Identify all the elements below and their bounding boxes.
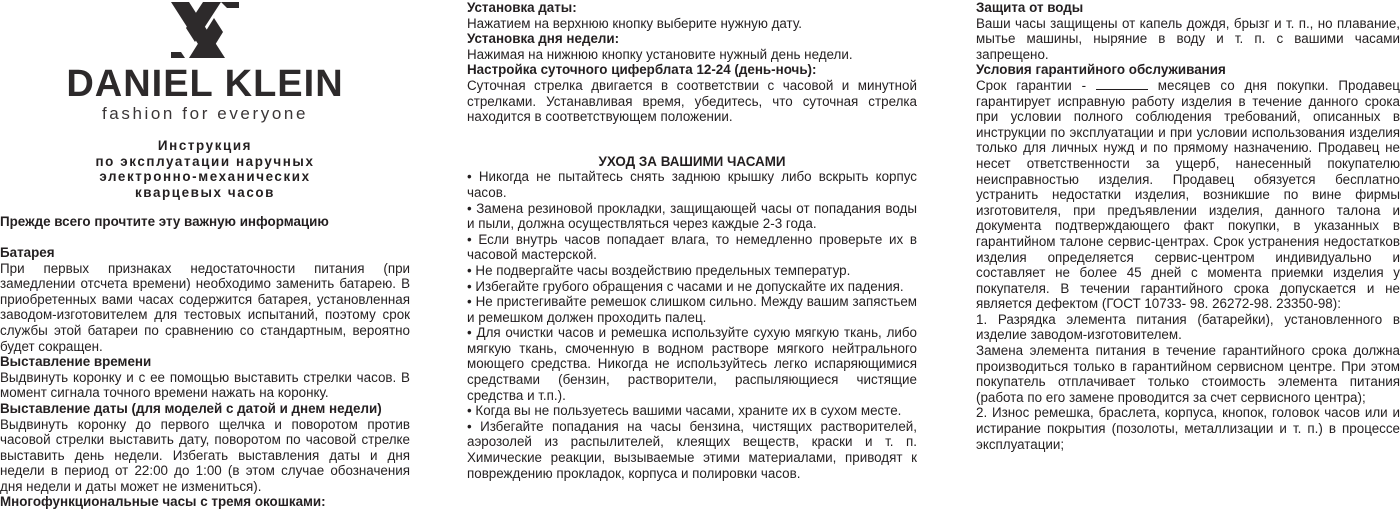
care-bullet: • Избегайте попадания на часы бензина, чистящих растворителей, аэрозолей из распылителей, клеящих веществ, краски и т. п. Химические реакции, вызываемые этими материалами, приводят к повреждению прокладок, корпуса и полировки часов. bbox=[467, 418, 917, 481]
manual-title-line: кварцевых часов bbox=[135, 184, 275, 200]
care-bullet: • Если внутрь часов попадает влага, то немедленно проверьте их в часовой мастерской. bbox=[467, 231, 917, 263]
column-middle bbox=[467, 0, 917, 481]
warranty-item-1: 1. Разрядка элемента питания (батарейки), установленного в изделие заводом-изготовителем. bbox=[976, 311, 1400, 343]
care-bullet: • Никогда не пытайтесь снять заднюю крышку либо вскрыть корпус часов. bbox=[467, 169, 917, 200]
date-heading: Выставление даты (для моделей с датой и днем недели) bbox=[0, 400, 382, 416]
warranty-term-blank bbox=[1096, 79, 1148, 90]
dial24-text: Суточная стрелка двигается в соответствии с часовой и минутной стрелками. Устанавливая время, убедитесь, что суточная стрелка находится в соответствующем положении. bbox=[467, 77, 917, 125]
setdate-heading: Установка даты: bbox=[467, 0, 577, 15]
column-right bbox=[976, 0, 1400, 452]
intro-heading: Прежде всего прочтите эту важную информацию bbox=[0, 214, 329, 230]
care-bullet: • Избегайте грубого обращения с часами и не допускайте их падения. bbox=[467, 278, 904, 294]
care-bullet: • Когда вы не пользуетесь вашими часами, храните их в сухом месте. bbox=[467, 403, 902, 419]
time-heading: Выставление времени bbox=[0, 354, 152, 370]
manual-title-line: Инструкция bbox=[157, 138, 253, 153]
care-bullet: • Для очистки часов и ремешка используйте сухую мягкую ткань, либо мягкую ткань, смоченную в водном растворе мягкого нейтрального моющего средства. Никогда не используйтесь легко испаряющимися средствами (бензин, растворители, распыляющиеся чистящие средства и т.п.). bbox=[467, 325, 917, 403]
care-bullet: • Замена резиновой прокладки, защищающей часы от попадания воды и пыли, должна осуществляться через каждые 2-3 года. bbox=[467, 200, 917, 232]
daniel-klein-monogram-icon bbox=[169, 0, 241, 60]
manual-title-line: по эксплуатации наручных bbox=[95, 153, 315, 169]
warranty-item-2: 2. Износ ремешка, браслета, корпуса, кнопок, головок часов или и истирание покрытия (позолоты, металлизации и т. п.) в процессе эксплуатации; bbox=[976, 405, 1400, 452]
warranty-body: месяцев со дня покупки. Продавец гарантирует исправную работу изделия в течение данного срока при условии полного соблюдения требований, описанных в инструкции по эксплуатации и при условии использования изделия только для личных нужд и по прямому назначению. Продавец не несет ответственности за ущерб, нанесенный покупателю неисправностью изделия. Продавец обязуется бесплатно устранить недостатки изделия, возникшие по вине фирмы изготовителя, при предъявлении изделия, данного талона и документа подтверждающего факт покупки, в указанных в гарантийном талоне сервис-центрах. Срок устранения недостатков изделия определяется сервис-центром индивидуально и составляет не более 45 дней с момента приемки изделия у покупателя. В течении гарантийного срока допускается и не является дефектом (ГОСТ 10733- 98. 26272-98. 23350-98): bbox=[976, 77, 1400, 312]
setday-text: Нажимая на нижнюю кнопку установите нужный день недели. bbox=[467, 46, 853, 62]
multi-heading: Многофункциональные часы с тремя окошками: bbox=[0, 494, 326, 510]
battery-text: При первых признаках недостаточности питания (при замедлении отсчета времени) необходимо заменить батарею. В приобретенных вами часах содержится батарея, установленная заводом-изготовителем для тестовых испытаний, поэтому срок службы этой батареи по сравнению со стандартным, вероятно будет сокращен. bbox=[0, 260, 410, 354]
care-heading: УХОД ЗА ВАШИМИ ЧАСАМИ bbox=[598, 153, 786, 169]
warranty-item-1-note: Замена элемента питания в течение гарантийного срока должна производиться только в гарантийном сервисном центре. При этом покупатель отплачивает только стоимость элемента питания (работа по его замене проводится за счет сервисного центра); bbox=[976, 343, 1400, 405]
brand-logo bbox=[0, 0, 410, 124]
water-heading: Защита от воды bbox=[976, 0, 1084, 15]
warranty-heading: Условия гарантийного обслуживания bbox=[976, 62, 1226, 78]
date-text: Выдвинуть коронку до первого щелчка и поворотом против часовой стрелки выставить дату, поворотом по часовой стрелке выставить день недели. Избегать выставления даты и дня недели в период от 22:00 до 1:00 (в этом случае обозначения дня недели и даты может не измениться). bbox=[0, 416, 410, 494]
care-bullet: • Не пристегивайте ремешок слишком сильно. Между вашим запястьем и ремешком должен проходить палец. bbox=[467, 294, 917, 325]
warranty-prefix: Срок гарантии - bbox=[976, 77, 1087, 93]
warranty-text bbox=[976, 78, 1400, 312]
water-text: Ваши часы защищены от капель дождя, брызг и т. п., но плавание, мытье машины, ныряние в воду и т. п. с вашими часами запрещено. bbox=[976, 15, 1400, 62]
manual-title-line: электронно-механических bbox=[99, 169, 311, 185]
manual-title bbox=[0, 138, 410, 200]
brand-tagline: fashion for everyone bbox=[101, 104, 309, 123]
setdate-text: Нажатием на верхнюю кнопку выберите нужную дату. bbox=[467, 15, 802, 31]
battery-heading: Батарея bbox=[0, 244, 55, 260]
dial24-heading: Настройка суточного циферблата 12-24 (день-ночь): bbox=[467, 62, 817, 78]
column-left bbox=[0, 0, 410, 510]
brand-name: DANIEL KLEIN bbox=[66, 63, 344, 105]
care-bullet: • Не подвергайте часы воздействию предельных температур. bbox=[467, 262, 851, 278]
time-text: Выдвинуть коронку и с ее помощью выставить стрелки часов. В момент сигнала точного времени нажать на коронку. bbox=[0, 369, 410, 401]
setday-heading: Установка дня недели: bbox=[467, 31, 620, 47]
